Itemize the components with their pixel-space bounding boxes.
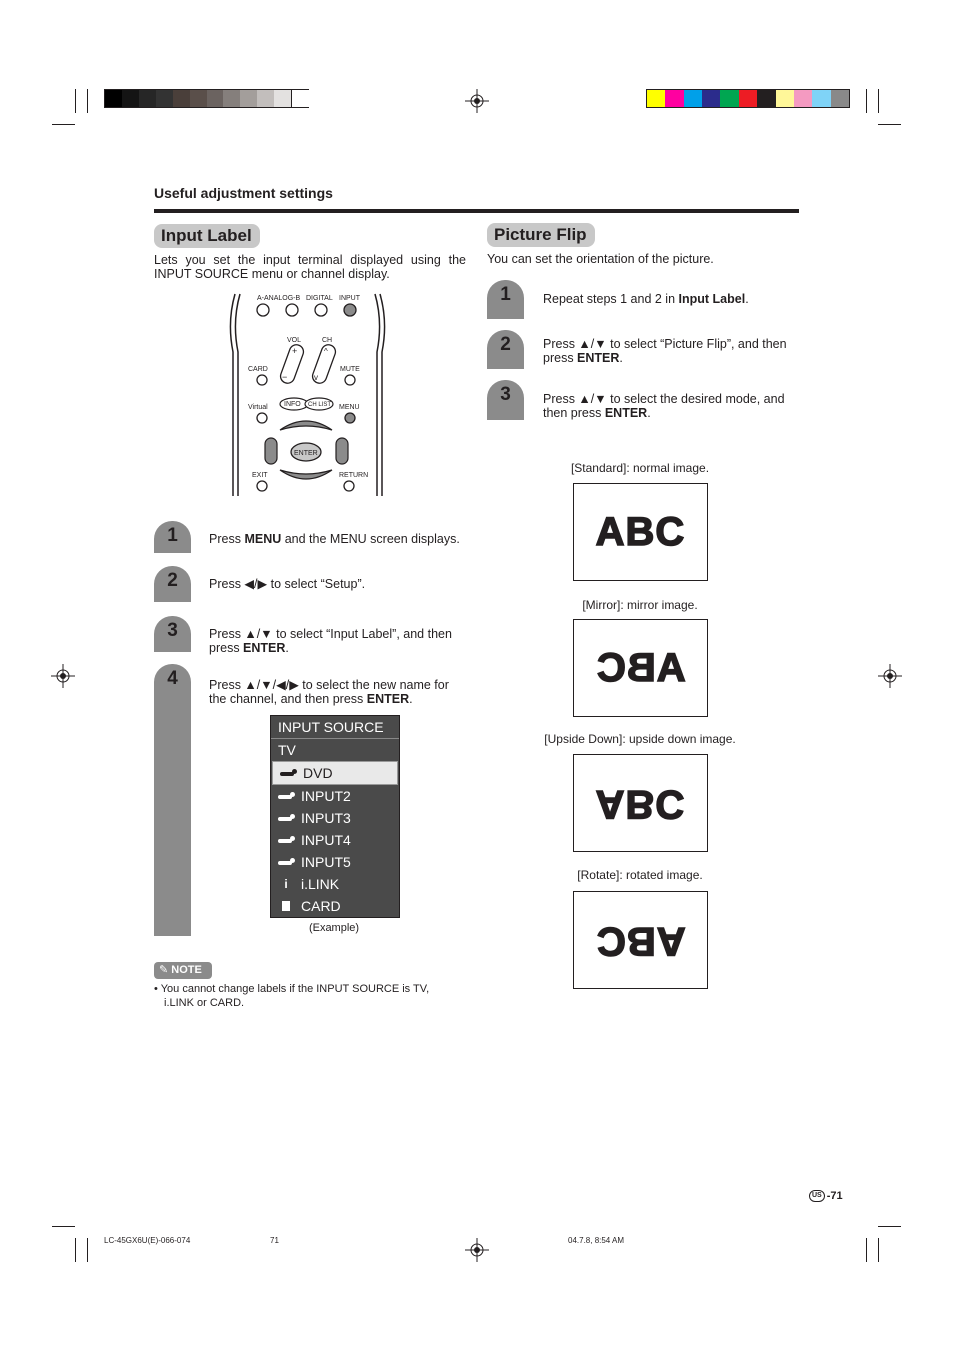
step-number: 2 (154, 566, 191, 602)
registration-mark-icon (51, 664, 75, 688)
step-text (209, 577, 471, 591)
menu-item[interactable] (271, 829, 399, 851)
menu-item[interactable] (271, 851, 399, 873)
page-number (809, 1190, 843, 1202)
card-icon (271, 901, 301, 911)
step-text-part: Input Label (678, 292, 746, 306)
svg-text:Virtual: Virtual (248, 404, 268, 411)
step-text-part: Press (209, 532, 245, 546)
step-text-part: MENU (244, 532, 282, 546)
abc-sample-text: ABC (595, 645, 686, 690)
crop-mark (866, 1238, 867, 1262)
grayscale-swatch (122, 90, 139, 107)
crop-mark (878, 1238, 879, 1262)
page-number-text: -71 (826, 1190, 843, 1202)
input-label-title: Input Label (154, 224, 260, 248)
registration-mark-icon (465, 89, 489, 113)
mode-caption: [Mirror]: mirror image. (582, 598, 698, 612)
step-text-part: . (285, 641, 289, 655)
color-swatch (720, 90, 739, 107)
doc-id: LC-45GX6U(E)-066-074 (104, 1236, 191, 1245)
step-text-part: press (543, 351, 578, 365)
crop-mark (52, 124, 75, 125)
svg-text:EXIT: EXIT (252, 472, 268, 479)
menu-item[interactable] (271, 739, 399, 761)
svg-text:MENU: MENU (339, 404, 360, 411)
menu-item[interactable] (271, 785, 399, 807)
grayscale-swatch (173, 90, 190, 107)
mode-preview (573, 754, 708, 852)
step-number: 3 (487, 380, 524, 420)
menu-item-label: DVD (303, 765, 333, 781)
note-line: • You cannot change labels if the INPUT SOURCE is TV, (154, 983, 430, 995)
step-text-part: Press ▲/▼ to select the desired mode, and (543, 392, 785, 406)
abc-sample-text: ABC (595, 781, 686, 826)
input-label-intro: Lets you set the input terminal displayed using the INPUT SOURCE menu or channel display. (154, 253, 466, 281)
step-text (543, 392, 805, 420)
crop-mark (75, 89, 76, 113)
mode-preview (573, 891, 708, 989)
crop-mark (878, 89, 879, 113)
crop-mark (75, 1238, 76, 1262)
color-swatch (739, 90, 758, 107)
region-badge: US (809, 1190, 825, 1202)
color-swatch (647, 90, 666, 107)
step-text-part: . (745, 292, 749, 306)
step-text (209, 678, 471, 706)
mode-caption: [Upside Down]: upside down image. (544, 732, 736, 746)
picture-flip-title: Picture Flip (487, 223, 595, 247)
step-text-part: then press (543, 406, 605, 420)
color-swatch (684, 90, 703, 107)
menu-item-label: INPUT5 (301, 854, 351, 870)
menu-item-label: INPUT3 (301, 810, 351, 826)
menu-item[interactable] (272, 761, 398, 785)
grayscale-swatch (257, 90, 274, 107)
menu-item[interactable] (271, 895, 399, 917)
registration-mark-icon (465, 1238, 489, 1262)
mode-preview (573, 483, 708, 581)
svg-text:CH LIST: CH LIST (308, 402, 332, 408)
ilink-icon: i (284, 877, 288, 891)
menu-item-label: INPUT2 (301, 788, 351, 804)
grayscale-swatch (240, 90, 257, 107)
section-heading: Useful adjustment settings (154, 185, 333, 201)
crop-mark (52, 1226, 75, 1227)
remote-label: DIGITAL (306, 295, 333, 302)
crop-mark (87, 89, 88, 113)
svg-text:CH: CH (322, 337, 333, 344)
step-text-part: ENTER (243, 641, 286, 655)
color-swatch (812, 90, 831, 107)
step-text-part: the channel, and then press (209, 692, 367, 706)
menu-caption: (Example) (308, 922, 360, 934)
step-number: 4 (154, 664, 191, 694)
step-text-part: . (647, 406, 651, 420)
note-line: i.LINK or CARD. (164, 997, 245, 1009)
step-number: 1 (487, 280, 524, 319)
crop-mark (878, 124, 901, 125)
color-bar (646, 89, 850, 108)
step4-bar (154, 694, 191, 936)
step-text-part: Press ▲/▼/◀/▶ to select the new name for (209, 678, 449, 692)
menu-item[interactable] (271, 873, 399, 895)
input-plug-icon (273, 771, 303, 776)
menu-item-label: TV (278, 742, 296, 758)
input-plug-icon (271, 838, 301, 843)
color-swatch (831, 90, 850, 107)
mode-caption: [Standard]: normal image. (570, 461, 710, 475)
color-swatch (702, 90, 721, 107)
input-source-menu (270, 715, 400, 918)
svg-text:^: ^ (324, 347, 328, 356)
step-text (209, 627, 471, 655)
crop-mark (866, 89, 867, 113)
grayscale-swatch (291, 90, 309, 107)
step-text-part: Repeat steps 1 and 2 in (543, 292, 679, 306)
menu-item-label: i.LINK (301, 876, 340, 892)
svg-text:VOL: VOL (287, 337, 302, 344)
grayscale-swatch (207, 90, 224, 107)
grayscale-bar (104, 89, 309, 108)
input-plug-icon (271, 860, 301, 865)
pencil-icon: ✎ (159, 964, 169, 976)
remote-label: A-ANALOG-B (257, 295, 301, 302)
step-text-part: ENTER (604, 406, 648, 420)
svg-text:CARD: CARD (248, 366, 268, 373)
svg-text:INFO: INFO (284, 401, 301, 408)
step-text (543, 292, 805, 306)
step-text (209, 532, 471, 546)
input-plug-icon (271, 816, 301, 821)
svg-text:RETURN: RETURN (339, 472, 369, 479)
timestamp: 04.7.8, 8:54 AM (568, 1236, 625, 1245)
grayscale-swatch (139, 90, 156, 107)
abc-sample-text: ABC (595, 918, 686, 963)
svg-text:−: − (282, 372, 288, 382)
color-swatch (665, 90, 684, 107)
grayscale-swatch (274, 90, 291, 107)
menu-item-label: INPUT4 (301, 832, 351, 848)
heading-rule (154, 209, 799, 213)
grayscale-swatch (105, 90, 122, 107)
crop-mark (87, 1238, 88, 1262)
svg-text:MUTE: MUTE (340, 366, 360, 373)
remote-control-illustration (225, 292, 390, 498)
crop-mark (878, 1226, 901, 1227)
abc-sample-text: ABC (595, 509, 686, 554)
color-swatch (794, 90, 813, 107)
color-swatch (776, 90, 795, 107)
grayscale-swatch (156, 90, 173, 107)
menu-header: INPUT SOURCE (271, 716, 399, 739)
step-text-part: ENTER (366, 692, 410, 706)
note-text (154, 982, 466, 1010)
step-number: 3 (154, 616, 191, 652)
step-text (543, 337, 805, 365)
note-badge-label: NOTE (171, 964, 202, 976)
mode-preview (573, 619, 708, 717)
step-text-part: Press ▲/▼ to select “Picture Flip”, and then (543, 337, 787, 351)
step-text-part: ENTER (577, 351, 620, 365)
step-number: 2 (487, 330, 524, 369)
doc-page: 71 (270, 1236, 279, 1245)
step-text-part: . (409, 692, 413, 706)
step-number: 1 (154, 521, 191, 553)
svg-text:+: + (292, 346, 298, 356)
menu-item-label: CARD (301, 898, 341, 914)
step-text-part: . (619, 351, 623, 365)
svg-text:ENTER: ENTER (294, 450, 318, 457)
step-text-part: Press ◀/▶ to select “Setup”. (209, 577, 366, 591)
grayscale-swatch (223, 90, 240, 107)
color-swatch (757, 90, 776, 107)
remote-label: INPUT (339, 295, 360, 302)
registration-mark-icon (878, 664, 902, 688)
step-text-part: and the MENU screen displays. (281, 532, 460, 546)
picture-flip-intro: You can set the orientation of the picture. (487, 252, 714, 266)
svg-text:v: v (314, 373, 318, 382)
step-text-part: press (209, 641, 244, 655)
input-plug-icon (271, 794, 301, 799)
note-badge (154, 962, 212, 979)
menu-item[interactable] (271, 807, 399, 829)
grayscale-swatch (190, 90, 207, 107)
mode-caption: [Rotate]: rotated image. (577, 868, 703, 882)
step-text-part: Press ▲/▼ to select “Input Label”, and then (209, 627, 452, 641)
